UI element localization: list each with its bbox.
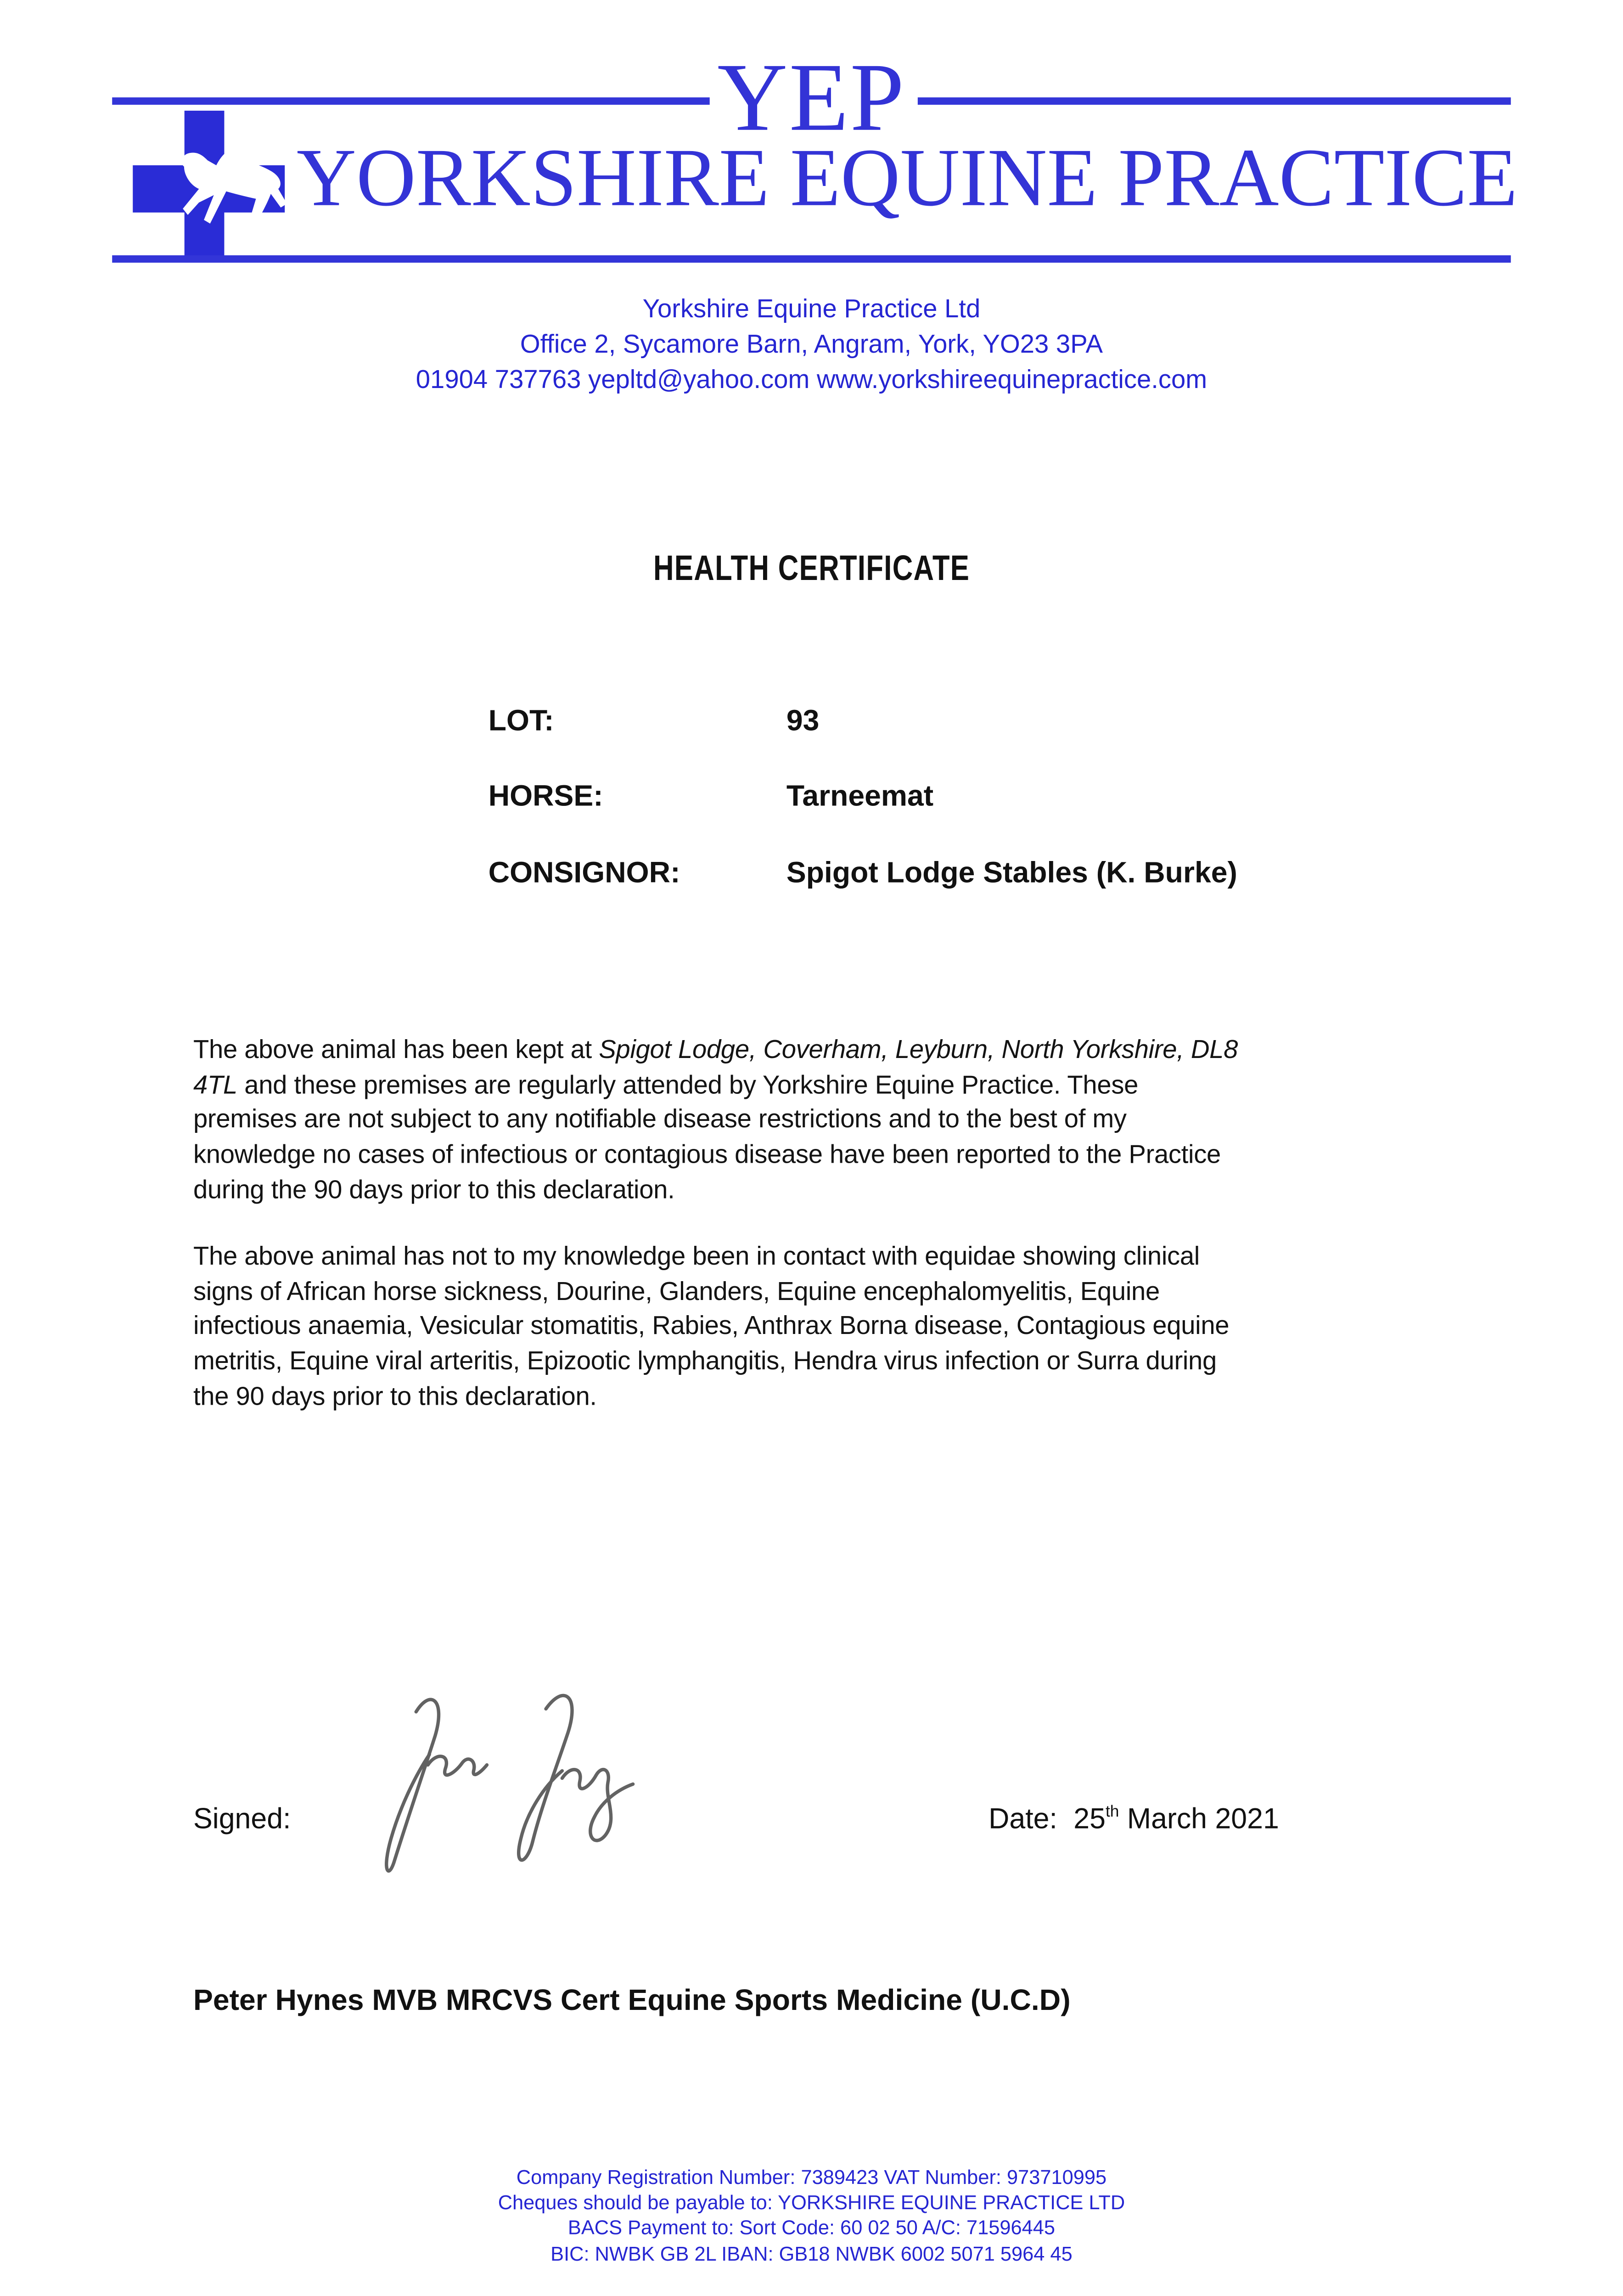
date-label: Date: xyxy=(988,1803,1057,1836)
contact-block xyxy=(0,291,1623,397)
consignor-label: CONSIGNOR: xyxy=(488,857,680,890)
document-title: HEALTH CERTIFICATE xyxy=(653,549,970,589)
paragraph-line: the 90 days prior to this declaration. xyxy=(193,1381,597,1411)
paragraph-line: 4TL and these premises are regularly attended by Yorkshire Equine Practice. These xyxy=(193,1069,1139,1099)
lot-value: 93 xyxy=(786,705,820,738)
horse-and-rider-icon xyxy=(167,130,291,248)
paragraph-line: premises are not subject to any notifiable disease restrictions and to the best of my xyxy=(193,1104,1127,1134)
paragraph-line: knowledge no cases of infectious or contagious disease have been reported to the Practice xyxy=(193,1139,1221,1169)
horse-label: HORSE: xyxy=(488,780,603,813)
paragraph-line: metritis, Equine viral arteritis, Epizootic lymphangitis, Hendra virus infection or Surra during xyxy=(193,1346,1217,1376)
declaration-paragraph-premises xyxy=(193,1033,1498,1208)
paragraph-line: infectious anaemia, Vesicular stomatitis, Rabies, Anthrax Borna disease, Contagious equine xyxy=(193,1311,1230,1341)
field-row-consignor xyxy=(489,857,1237,891)
declaration-paragraph-diseases xyxy=(193,1239,1498,1414)
contact-address: Office 2, Sycamore Barn, Angram, York, YO23 3PA xyxy=(520,329,1103,359)
field-row-horse xyxy=(489,781,933,815)
paragraph-line: signs of African horse sickness, Dourine, Glanders, Equine encephalomyelitis, Equine xyxy=(193,1276,1160,1306)
date-line xyxy=(988,1803,1279,1837)
footer-bacs: BACS Payment to: Sort Code: 60 02 50 A/C: 71596445 xyxy=(567,2217,1056,2240)
paragraph-line: The above animal has not to my knowledge been in contact with equidae showing clinical xyxy=(193,1241,1200,1271)
paragraph-line: The above animal has been kept at Spigot Lodge, Coverham, Leyburn, North Yorkshire, DL8 xyxy=(193,1034,1238,1064)
date-day-suffix: th xyxy=(1105,1803,1119,1821)
paragraph-line: during the 90 days prior to this declaration. xyxy=(193,1174,675,1204)
horse-value: Tarneemat xyxy=(786,780,934,813)
lot-label: LOT: xyxy=(488,705,554,738)
date-rest: March 2021 xyxy=(1119,1803,1279,1836)
practice-name: YORKSHIRE EQUINE PRACTICE xyxy=(296,133,1518,225)
veterinarian-name: Peter Hynes MVB MRCVS Cert Equine Sports Medicine (U.C.D) xyxy=(193,1985,1071,2017)
signed-label: Signed: xyxy=(193,1803,291,1836)
date-day: 25 xyxy=(1073,1803,1106,1836)
field-row-lot xyxy=(489,705,820,739)
footer-cheques: Cheques should be payable to: YORKSHIRE EQUINE PRACTICE LTD xyxy=(498,2191,1125,2214)
footer-registration: Company Registration Number: 7389423 VAT Number: 973710995 xyxy=(516,2166,1107,2189)
footer-bic-iban: BIC: NWBK GB 2L IBAN: GB18 NWBK 6002 5071 5964 45 xyxy=(550,2242,1073,2265)
brand-acronym: YEP xyxy=(717,44,906,152)
footer-block xyxy=(0,2165,1623,2266)
contact-phone-email-web: 01904 737763 yepltd@yahoo.com www.yorkshireequinepractice.com xyxy=(416,364,1207,394)
header-rule-bottom xyxy=(112,255,1511,263)
consignor-value: Spigot Lodge Stables (K. Burke) xyxy=(786,857,1237,890)
signature-image xyxy=(325,1679,696,1889)
contact-company: Yorkshire Equine Practice Ltd xyxy=(642,293,981,323)
